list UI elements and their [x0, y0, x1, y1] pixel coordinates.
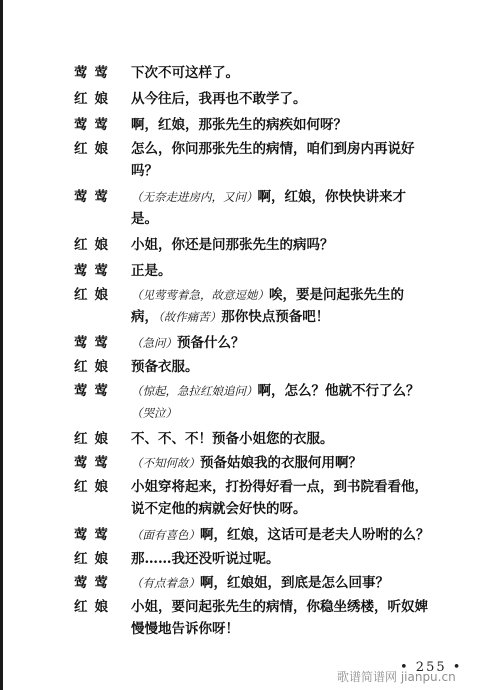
speaker-name: 红娘: [74, 237, 115, 253]
stage-direction: （急问）: [131, 336, 177, 350]
speaker-name: 红娘: [74, 91, 115, 107]
spoken-text: 吗？: [131, 163, 158, 179]
spoken-text: 正是。: [131, 263, 172, 279]
dialogue-line: [131, 478, 466, 497]
dialogue-line: [131, 64, 466, 83]
dialogue-line: [131, 210, 466, 229]
page-number: • 255 •: [400, 660, 463, 675]
spoken-text: 小姐穿将起来，打扮得好看一点，到书院看看他，: [131, 479, 428, 495]
spoken-text: 是。: [131, 211, 158, 227]
spoken-text: 啊，红娘，这话可是老夫人吩咐的么？: [200, 527, 430, 543]
speaker-name: 莺莺: [74, 527, 115, 543]
spoken-text: 啊，怎么？他就不行了么？: [257, 383, 420, 399]
spoken-text: 不、不、不！预备小姐您的衣服。: [131, 431, 334, 447]
spoken-text: 怎么，你问那张先生的病情，咱们到房内再说好: [131, 141, 415, 157]
spoken-text: 预备姑娘我的衣服何用啊？: [200, 455, 362, 471]
dialogue-line: [131, 404, 466, 423]
stage-direction: （哭泣）: [131, 406, 177, 420]
spoken-text: 那……我还没听说过呢。: [131, 551, 280, 567]
stage-direction: （有点着急）: [131, 576, 200, 590]
dialogue-line: [131, 574, 466, 593]
spoken-text: 预备什么？: [177, 335, 245, 351]
speaker-name: 莺莺: [74, 65, 115, 81]
spoken-text: 预备衣服。: [131, 359, 199, 375]
spoken-text: 下次不可这样了。: [131, 65, 239, 81]
dialogue-line: [131, 90, 466, 109]
dialogue-line: [131, 500, 466, 519]
spoken-text: 啊，红娘，你快快讲来才: [257, 189, 406, 205]
speaker-name: 红娘: [74, 479, 115, 495]
spoken-text: 说不定他的病就会好快的呀。: [131, 501, 307, 517]
dialogue-line: [131, 236, 466, 255]
stage-direction: （故作痛苦）: [158, 310, 222, 324]
stage-direction: （惊起，急拉红娘追问）: [131, 384, 258, 398]
dialogue-line: [131, 140, 466, 159]
speaker-name: 红娘: [74, 551, 115, 567]
spoken-text: 从今往后，我再也不敢学了。: [131, 91, 307, 107]
speaker-name: 红娘: [74, 141, 115, 157]
speaker-name: 红娘: [74, 599, 115, 615]
dialogue-line: [131, 162, 466, 181]
dialogue-line: [131, 188, 466, 207]
spoken-text: 病，: [131, 309, 158, 325]
dialogue-line: [131, 334, 466, 353]
spoken-text: 慢慢地告诉你呀！: [131, 621, 239, 637]
spoken-text: 啊，红娘姐，到底是怎么回事？: [200, 575, 389, 591]
speaker-name: 莺莺: [74, 383, 115, 399]
dialogue-line: [131, 308, 466, 327]
stage-direction: （见莺莺着急，故意逗她）: [131, 288, 269, 302]
spoken-text: 小姐，要问起张先生的病情，你稳坐绣楼，听奴婢: [131, 599, 428, 615]
dialogue-line: [131, 526, 466, 545]
dialogue-line: [131, 286, 466, 305]
spoken-text: 那你快点预备吧！: [221, 309, 330, 325]
speaker-name: 莺莺: [74, 189, 115, 205]
dialogue-line: [131, 116, 466, 135]
speaker-name: 红娘: [74, 287, 115, 303]
dialogue-line: [131, 550, 466, 569]
speaker-name: 红娘: [74, 431, 115, 447]
dialogue-line: [131, 262, 466, 281]
spoken-text: 啊，红娘，那张先生的病疾如何呀？: [131, 117, 347, 133]
speaker-name: 莺莺: [74, 575, 115, 591]
stage-direction: （不知何故）: [131, 456, 200, 470]
dialogue-line: [131, 598, 466, 617]
dialogue-line: [131, 358, 466, 377]
spoken-text: 唉，要是问起张先生的: [269, 287, 404, 303]
watermark: 歌谱简谱网 jianpu.cn: [337, 670, 456, 684]
speaker-name: 莺莺: [74, 455, 115, 471]
speaker-name: 莺莺: [74, 117, 115, 133]
dialogue-line: [131, 430, 466, 449]
speaker-name: 莺莺: [74, 263, 115, 279]
stage-direction: （面有喜色）: [131, 528, 200, 542]
stage-direction: （无奈走进房内，又问）: [131, 190, 258, 204]
dialogue-line: [131, 382, 466, 401]
dialogue-line: [131, 620, 466, 639]
spoken-text: 小姐，你还是问那张先生的病吗？: [131, 237, 334, 253]
speaker-name: 红娘: [74, 359, 115, 375]
speaker-name: 莺莺: [74, 335, 115, 351]
dialogue-line: [131, 454, 466, 473]
